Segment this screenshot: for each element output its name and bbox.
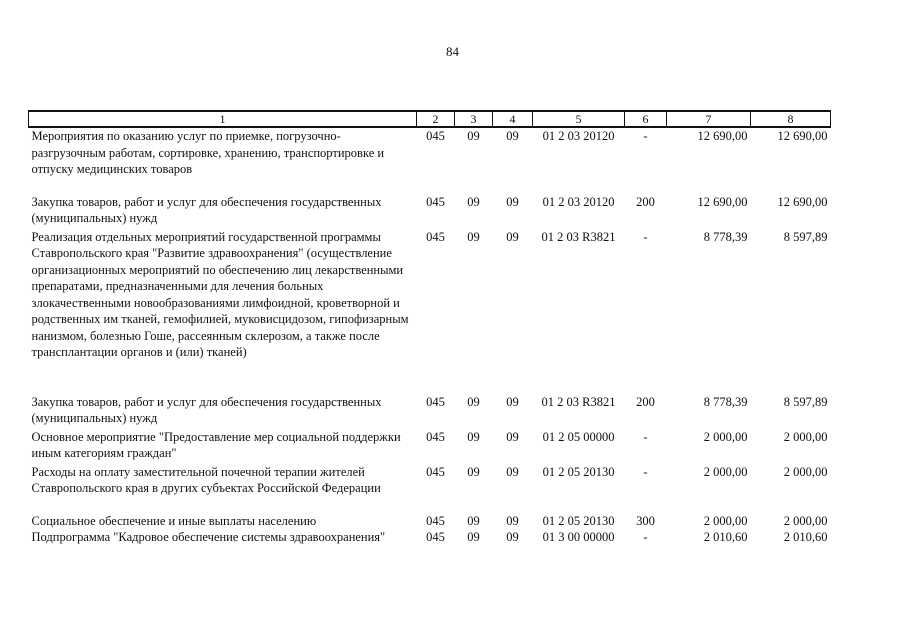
row-pr: 09 <box>506 513 519 528</box>
row-sum-2: 8 597,89 <box>783 394 828 409</box>
row-sum-2: 2 000,00 <box>783 464 828 479</box>
row-vr: - <box>643 229 648 244</box>
table-row <box>29 127 831 194</box>
row-csr: 01 2 03 R3821 <box>541 394 616 409</box>
row-vr: 200 <box>636 194 655 209</box>
row-name: Расходы на оплату заместительной почечной терапии жителей Ставропольского края в других субъектах Российской Федерации <box>31 464 381 495</box>
row-vr: 200 <box>636 394 655 409</box>
row-sum-2: 12 690,00 <box>777 129 828 143</box>
row-rz: 09 <box>467 530 480 544</box>
row-sum-1: 12 690,00 <box>697 129 748 143</box>
row-sum-2: 2 000,00 <box>783 513 828 528</box>
row-name: Реализация отдельных мероприятий государственной программы Ставропольского края "Развитие здравоохранения" (осуществление организационных мероприятий по обеспечению лиц лекарственными препаратами, предназначенными для лечения больных злокачественными новообразованиями лимфоидной, кроветворной и родственных им тканей, гемофилией, муковисцидозом, гипофизарным нанизмом, болезнью Гоше, рассеянным склерозом, а также после трансплантации органов и (или) тканей) <box>31 229 409 359</box>
row-vr: - <box>643 429 648 444</box>
row-sum-2: 8 597,89 <box>783 229 828 244</box>
row-name: Основное мероприятие "Предоставление мер социальной поддержки иным категориям граждан" <box>31 429 401 460</box>
row-csr: 01 2 05 20130 <box>542 513 615 528</box>
row-sum-1: 8 778,39 <box>703 229 748 244</box>
row-csr: 01 3 00 00000 <box>542 530 615 544</box>
row-sum-1: 2 000,00 <box>703 513 748 528</box>
row-rz: 09 <box>467 429 480 444</box>
column-header: 5 <box>533 111 625 127</box>
page-number: 84 <box>446 44 459 59</box>
row-vr: - <box>643 129 648 143</box>
row-pr: 09 <box>506 530 519 544</box>
row-vr: 300 <box>636 513 655 528</box>
row-pr: 09 <box>506 194 519 209</box>
row-vr: - <box>643 464 648 479</box>
row-name: Социальное обеспечение и иные выплаты населению <box>31 513 317 528</box>
row-name: Мероприятия по оказанию услуг по приемке, погрузочно-разгрузочным работам, сортировке, хранению, транспортировке и отпуску медицинских товаров <box>31 129 385 176</box>
row-csr: 01 2 03 20120 <box>542 194 615 209</box>
row-rz: 09 <box>467 513 480 528</box>
column-header: 7 <box>667 111 751 127</box>
row-rz: 09 <box>467 464 480 479</box>
column-header: 3 <box>455 111 493 127</box>
row-ved: 045 <box>426 429 445 444</box>
budget-table <box>28 110 831 546</box>
table-row <box>29 513 831 530</box>
row-rz: 09 <box>467 394 480 409</box>
row-ved: 045 <box>426 513 445 528</box>
column-header: 4 <box>493 111 533 127</box>
row-rz: 09 <box>467 129 480 143</box>
row-pr: 09 <box>506 464 519 479</box>
row-sum-1: 8 778,39 <box>703 394 748 409</box>
row-sum-2: 2 000,00 <box>783 429 828 444</box>
table-row <box>29 394 831 429</box>
row-csr: 01 2 05 00000 <box>542 429 615 444</box>
row-name: Подпрограмма "Кадровое обеспечение системы здравоохранения" <box>31 530 386 544</box>
row-pr: 09 <box>506 429 519 444</box>
row-ved: 045 <box>426 530 445 544</box>
row-name: Закупка товаров, работ и услуг для обеспечения государственных (муниципальных) нужд <box>31 394 382 425</box>
row-ved: 045 <box>426 229 445 244</box>
row-ved: 045 <box>426 394 445 409</box>
row-csr: 01 2 03 R3821 <box>541 229 616 244</box>
row-vr: - <box>643 530 648 544</box>
row-name: Закупка товаров, работ и услуг для обеспечения государственных (муниципальных) нужд <box>31 194 382 225</box>
row-sum-1: 2 000,00 <box>703 464 748 479</box>
row-ved: 045 <box>426 194 445 209</box>
row-ved: 045 <box>426 464 445 479</box>
row-csr: 01 2 05 20130 <box>542 464 615 479</box>
row-sum-1: 12 690,00 <box>697 194 748 209</box>
table-row <box>29 464 831 513</box>
row-sum-2: 2 010,60 <box>783 530 828 544</box>
row-pr: 09 <box>506 129 519 143</box>
row-pr: 09 <box>506 229 519 244</box>
table-row <box>29 229 831 394</box>
row-ved: 045 <box>426 129 445 143</box>
row-sum-1: 2 000,00 <box>703 429 748 444</box>
row-sum-1: 2 010,60 <box>703 530 748 544</box>
table-row <box>29 429 831 464</box>
row-rz: 09 <box>467 229 480 244</box>
column-header: 2 <box>417 111 455 127</box>
row-csr: 01 2 03 20120 <box>542 129 615 143</box>
row-rz: 09 <box>467 194 480 209</box>
row-pr: 09 <box>506 394 519 409</box>
column-header: 6 <box>625 111 667 127</box>
table-header-row <box>29 111 831 127</box>
column-header: 8 <box>751 111 831 127</box>
row-sum-2: 12 690,00 <box>777 194 828 209</box>
table-row <box>29 529 831 546</box>
column-header: 1 <box>29 111 417 127</box>
table-row <box>29 194 831 229</box>
